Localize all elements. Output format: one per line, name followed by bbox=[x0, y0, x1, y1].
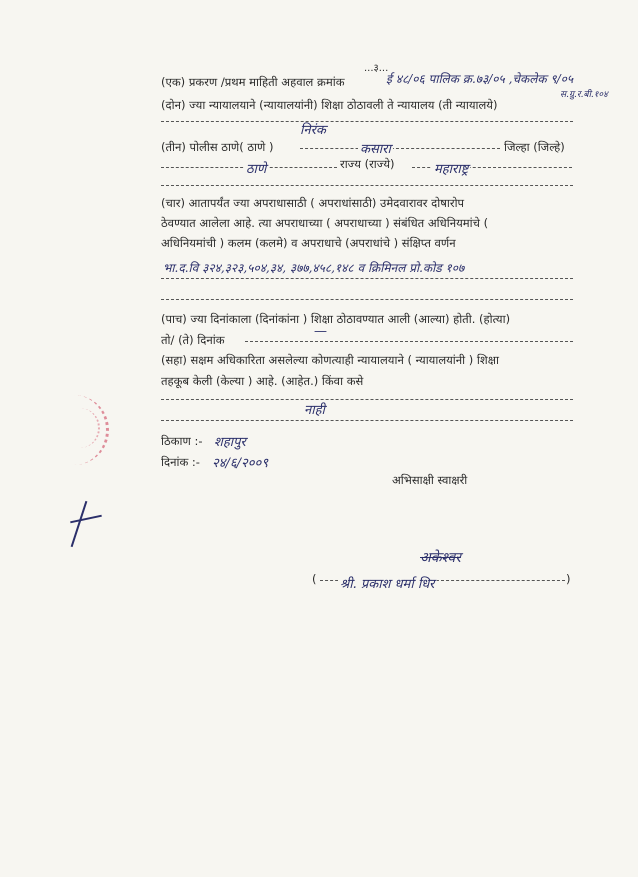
item-five-handwritten: — bbox=[314, 324, 327, 339]
place-label: ठिकाण :- bbox=[161, 434, 203, 448]
dashed-rule bbox=[161, 121, 573, 122]
item-three-state-value: महाराष्ट्र bbox=[432, 159, 470, 177]
item-five-line-b: तो/ (ते) दिनांक bbox=[161, 333, 225, 347]
dashed-rule bbox=[161, 185, 573, 186]
name-close-paren: ) bbox=[566, 572, 571, 586]
dashed-rule bbox=[161, 399, 573, 400]
item-six-line-b: तहकूब केली (केल्या ) आहे. (आहेत.) किंवा कसे bbox=[161, 374, 364, 388]
item-one-handwritten: ई ४८/०६ पालिक क्र.७३/०५ ,चेकलेक ९/०५ bbox=[386, 72, 574, 86]
item-three-handwritten: कसारा bbox=[358, 139, 393, 157]
signature-mark: अकेश्वर bbox=[420, 550, 461, 566]
dashed-rule bbox=[161, 420, 573, 421]
item-three-handwritten-top: निरंक bbox=[300, 123, 326, 138]
item-three-end: जिल्हा (जिल्हे) bbox=[504, 140, 565, 154]
margin-initial-mark bbox=[70, 515, 102, 524]
signature-label: अभिसाक्षी स्वाक्षरी bbox=[392, 473, 468, 487]
dashed-fill bbox=[300, 148, 500, 149]
item-four-line-a: (चार) आतापर्यंत ज्या अपराधासाठी ( अपराधांसाठी) उमेदवारावर दोषारोप bbox=[161, 196, 465, 210]
dashed-rule bbox=[161, 299, 573, 300]
page-number: ...३... bbox=[364, 63, 389, 74]
item-four-handwritten: भा.द.वि ३२४,३२३,५०४,३४, ३७७,४५८,१४८ व क्रिमिनल प्रो.कोड १०७ bbox=[163, 261, 465, 275]
name-open-paren: ( bbox=[312, 572, 317, 586]
dashed-rule bbox=[161, 278, 573, 279]
item-four-line-c: अधिनियमांची ) कलम (कलमे) व अपराधाचे (अपराधांचे ) संक्षिप्त वर्णन bbox=[161, 236, 456, 250]
item-one-handwritten-2: स.ग्रु.र.बी.१०४ bbox=[560, 90, 608, 100]
item-five-line-a: (पाच) ज्या दिनांकाला (दिनांकांना ) शिक्षा ठोठावण्यात आली (आल्या) होती. (होत्या) bbox=[161, 312, 511, 326]
item-three-state-hand: ठाणे bbox=[244, 159, 268, 177]
item-six-handwritten: नाही bbox=[304, 403, 325, 418]
date-value: २४/६/२००९ bbox=[212, 456, 269, 471]
state-label: राज्य (राज्ये) bbox=[340, 157, 395, 171]
signatory-name: श्री. प्रकाश धर्मा धिर bbox=[338, 574, 437, 592]
date-label: दिनांक :- bbox=[161, 455, 200, 469]
item-two-label: (दोन) ज्या न्यायालयाने (न्यायालयांनी) शिक्षा ठोठावली ते न्यायालय (ती न्यायालये) bbox=[161, 98, 498, 112]
place-value: शहापुर bbox=[214, 435, 246, 450]
item-four-line-b: ठेवण्यात आलेला आहे. त्या अपराधाच्या ( अपराधाच्या ) संबंधित अधिनियमांचे ( bbox=[161, 216, 489, 230]
margin-initial-mark bbox=[71, 501, 88, 547]
item-six-line-a: (सहा) सक्षम अधिकारिता असलेल्या कोणत्याही न्यायालयाने ( न्यायालयांनी ) शिक्षा bbox=[161, 353, 499, 367]
item-three-label: (तीन) पोलीस ठाणे( ठाणे ) bbox=[161, 140, 274, 154]
item-one-label: (एक) प्रकरण /प्रथम माहिती अहवाल क्रमांक bbox=[161, 75, 345, 89]
dashed-fill bbox=[245, 341, 573, 342]
